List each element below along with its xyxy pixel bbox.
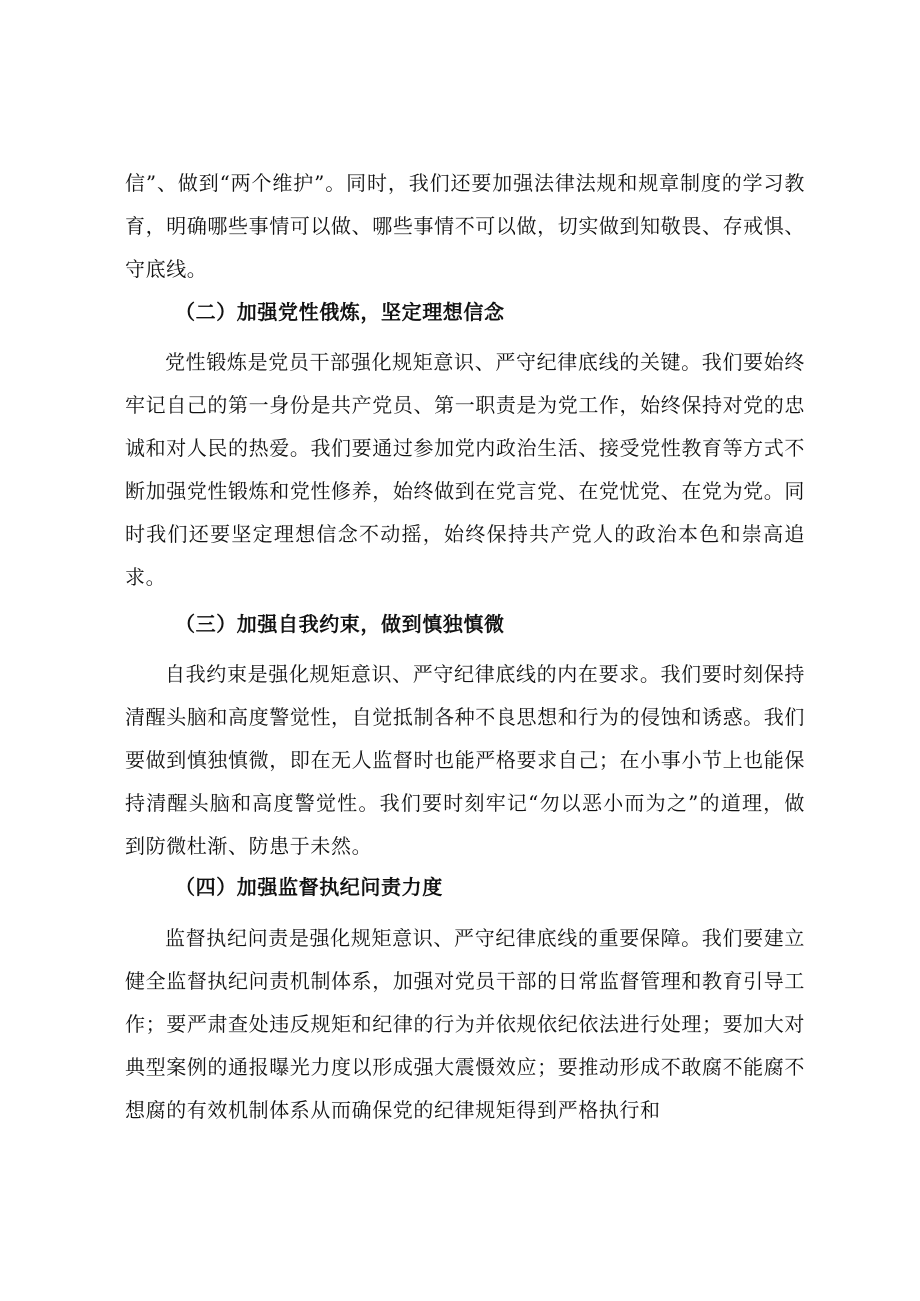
paragraph-text: 信”、做到“两个维护”。同时，我们还要加强法律法规和规章制度的学习教育，明确哪些事情可以做、哪些事情不可以做，切实做到知敬畏、存戒惧、守底线。 [125,171,805,281]
paragraph-party-spirit [125,341,805,599]
paragraph-continuation [125,162,805,291]
section-heading-3: （三）加强自我约束，做到慎独慎微 [175,612,505,636]
paragraph-self-discipline [125,653,805,868]
paragraph-supervision [125,917,805,1132]
section-heading-2: （二）加强党性俄炼，坚定理想信念 [175,300,505,324]
section-heading-4: （四）加强监督执纪问责力度 [175,875,443,899]
paragraph-text: 自我约束是强化规矩意识、严守纪律底线的内在要求。我们要时刻保持清醒头脑和高度警觉性，自觉抵制各种不良思想和行为的侵蚀和诱惑。我们要做到慎独慎微，即在无人监督时也能严格要求自己；在小事小节上也能保持清醒头脑和高度警觉性。我们要时刻牢记“勿以恶小而为之”的道理，做到防微杜渐、防患于未然。 [125,662,805,858]
paragraph-text: 监督执纪问责是强化规矩意识、严守纪律底线的重要保障。我们要建立健全监督执纪问责机制体系，加强对党员干部的日常监督管理和教育引导工作；要严肃查处违反规矩和纪律的行为并依规依纪依法进行处理；要加大对典型案例的通报曝光力度以形成强大震慑效应；要推动形成不敢腐不能腐不想腐的有效机制体系从而确保党的纪律规矩得到严格执行和 [125,926,805,1122]
paragraph-text: 党性锻炼是党员干部强化规矩意识、严守纪律底线的关键。我们要始终牢记自己的第一身份是共产党员、第一职责是为党工作，始终保持对党的忠诚和对人民的热爱。我们要通过参加党内政治生活、接受党性教育等方式不断加强党性锻炼和党性修养，始终做到在党言党、在党忧党、在党为党。同时我们还要坚定理想信念不动摇，始终保持共产党人的政治本色和崇高追求。 [125,350,805,589]
